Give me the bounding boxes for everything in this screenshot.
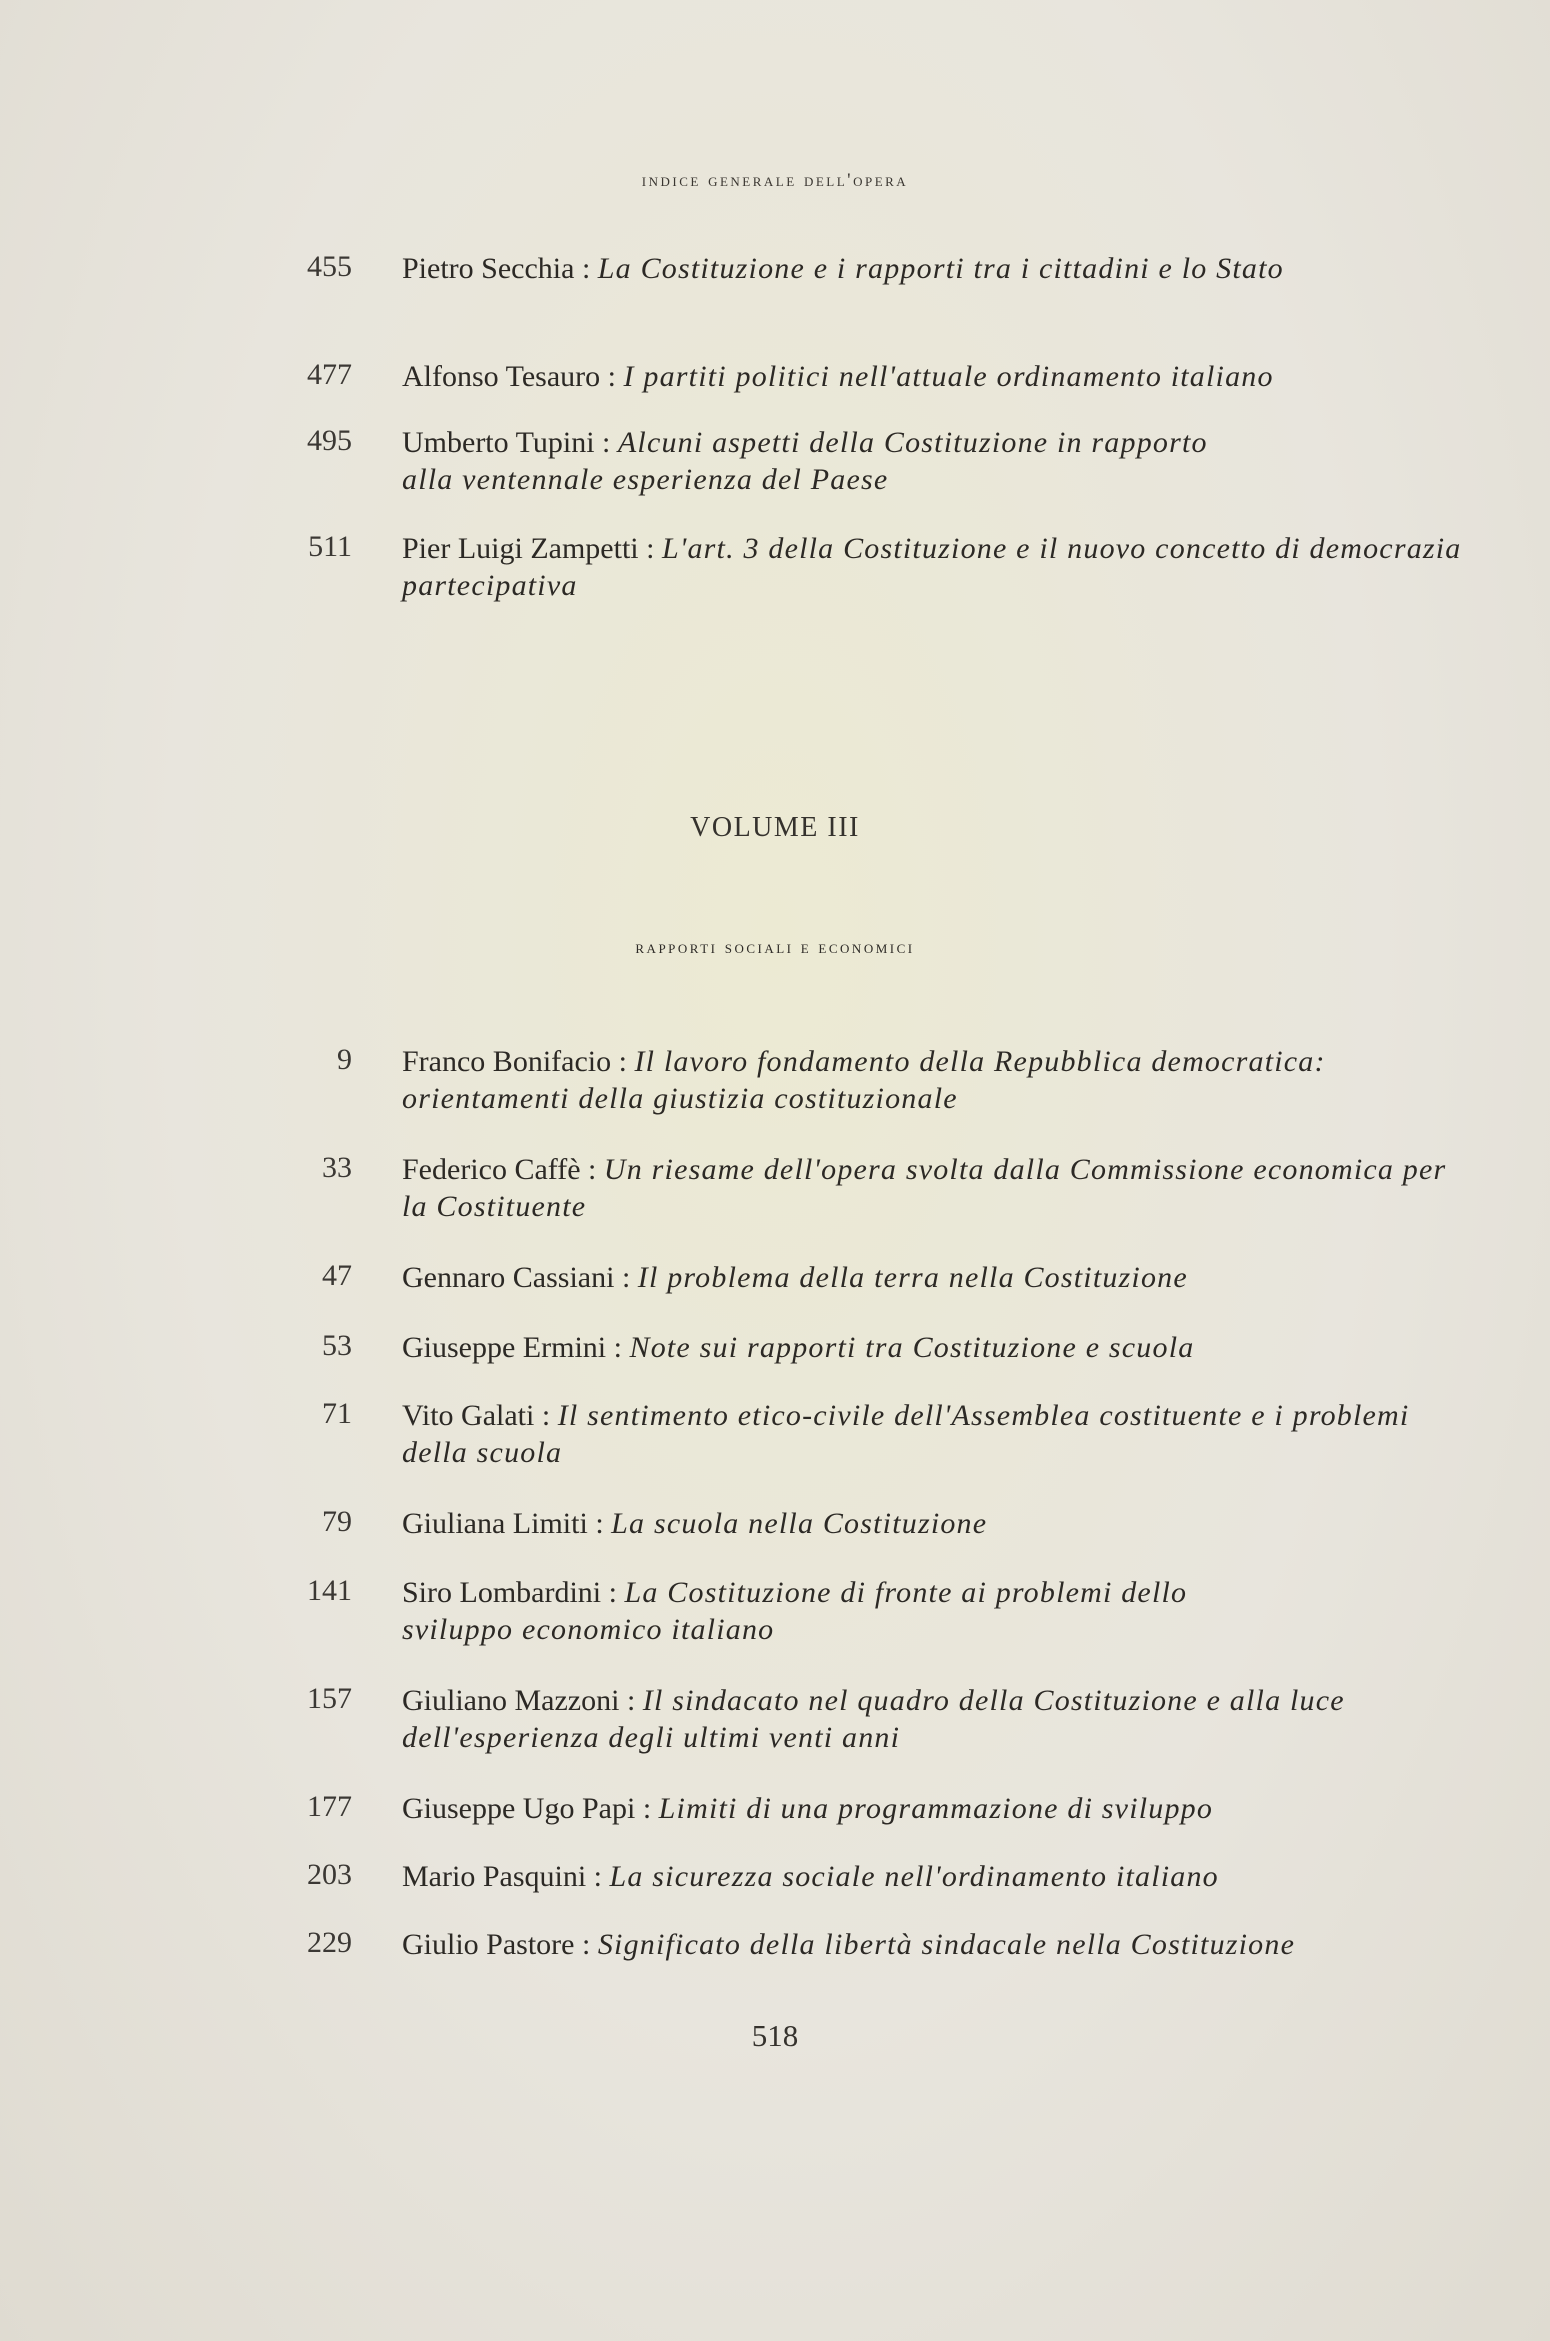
entry-page-number: 511	[308, 530, 352, 563]
entry-page-number: 455	[307, 250, 352, 283]
entry-author: Giuliana Limiti	[402, 1507, 588, 1540]
entry-page-number: 53	[322, 1329, 352, 1362]
entry-author: Siro Lombardini	[402, 1576, 602, 1609]
book-page: indice generale dell'opera 455 Pietro Secchia : La Costituzione e i rapporti tra i cittadini e lo Stato 477 Alfonso Tesauro : I partiti politici nell'attuale ordinamento italiano 495 Umberto Tupini : Alcuni aspetti della Costituzione in rapporto alla ventennale esperienza del Paese 511 Pier Luigi Zampetti : L'art. 3 della Costituzione e il nuovo concetto di democrazia partecipativa VOLUME III rapporti sociali e economici 9 Franco Bonifacio : Il lavoro fondamento della Repubblica democratica: orientamenti della giustizia costituzionale 33 Federico Caffè : Un riesame dell'opera svolta dalla Commissione economica per la Costituente 47 Gennaro Cassiani : Il problema della terra nella Costituzione 53 Giuseppe Ermini : Note sui rapporti tra Costituzione e scuola 71 Vito Galati : Il sentimento etico-civile dell'Assemblea costituente e i problemi della scuola 79 Giuliana Limiti : La scuola nella Costituzione 141 Siro Lombardini : La Costituzione di fronte ai problemi dello sviluppo economico italiano 157 Giuliano Mazzoni : Il sindacato nel quadro della Costituzione e alla luce dell'esperienza degli ultimi venti anni 177 Giuseppe Ugo Papi : Limiti di una programmazione di sviluppo 203 Mario Pasquini : La sicurezza sociale nell'ordinamento italiano 229 Giulio Pastore : Significato della libertà sindacale nella Costituzione 518	[0, 0, 1550, 2341]
entry-title: La Costituzione di fronte ai problemi dello sviluppo economico italiano	[402, 1576, 1188, 1646]
entry-title: La scuola nella Costituzione	[611, 1507, 988, 1540]
entry-author: Gennaro Cassiani	[402, 1261, 615, 1294]
entry-author: Giulio Pastore	[402, 1928, 575, 1961]
entry-page-number: 477	[307, 358, 352, 391]
entry-title: Un riesame dell'opera svolta dalla Commissione economica per la Costituente	[402, 1153, 1447, 1223]
entry-title: Il sentimento etico-civile dell'Assemblea costituente e i problemi della scuola	[402, 1399, 1410, 1469]
entry-title: Il sindacato nel quadro della Costituzione e alla luce dell'esperienza degli ultimi venti anni	[402, 1684, 1345, 1754]
entry-title: Il problema della terra nella Costituzione	[637, 1261, 1188, 1294]
volume-heading: VOLUME III	[690, 812, 860, 843]
entry-author: Umberto Tupini	[402, 426, 595, 459]
entry-page-number: 9	[337, 1043, 352, 1076]
entry-author: Giuseppe Ermini	[402, 1331, 607, 1364]
entry-author: Vito Galati	[402, 1399, 535, 1432]
section-heading: rapporti sociali e economici	[635, 937, 915, 958]
running-head: indice generale dell'opera	[641, 170, 909, 191]
entry-title: La Costituzione e i rapporti tra i cittadini e lo Stato	[597, 252, 1284, 285]
entry-author: Mario Pasquini	[402, 1860, 587, 1893]
entry-page-number: 203	[307, 1858, 352, 1891]
entry-title: Alcuni aspetti della Costituzione in rapporto alla ventennale esperienza del Paese	[402, 426, 1208, 496]
entry-title: L'art. 3 della Costituzione e il nuovo concetto di democrazia partecipativa	[402, 532, 1462, 602]
entry-page-number: 141	[307, 1574, 352, 1607]
entry-title: La sicurezza sociale nell'ordinamento italiano	[609, 1860, 1219, 1893]
page-number: 518	[751, 2018, 799, 2053]
entry-author: Pietro Secchia	[402, 252, 575, 285]
entry-page-number: 47	[322, 1259, 352, 1292]
entry-page-number: 229	[307, 1926, 352, 1959]
entry-author: Pier Luigi Zampetti	[402, 532, 639, 565]
entry-page-number: 177	[307, 1790, 352, 1823]
entry-page-number: 33	[322, 1151, 352, 1184]
entry-title: Note sui rapporti tra Costituzione e scuola	[629, 1331, 1195, 1364]
entry-title: Il lavoro fondamento della Repubblica democratica: orientamenti della giustizia costituzionale	[402, 1045, 1326, 1115]
entry-title: Significato della libertà sindacale nella Costituzione	[597, 1928, 1296, 1961]
entry-title: Limiti di una programmazione di sviluppo	[658, 1792, 1214, 1825]
entry-author: Giuliano Mazzoni	[402, 1684, 620, 1717]
entry-author: Giuseppe Ugo Papi	[402, 1792, 636, 1825]
entry-author: Federico Caffè	[402, 1153, 581, 1186]
entry-author: Alfonso Tesauro	[402, 360, 601, 393]
entry-page-number: 79	[322, 1505, 352, 1538]
entry-page-number: 495	[307, 424, 352, 457]
entry-page-number: 157	[307, 1682, 352, 1715]
entry-title: I partiti politici nell'attuale ordinamento italiano	[623, 360, 1274, 393]
entry-page-number: 71	[322, 1397, 352, 1430]
entry-author: Franco Bonifacio	[402, 1045, 612, 1078]
